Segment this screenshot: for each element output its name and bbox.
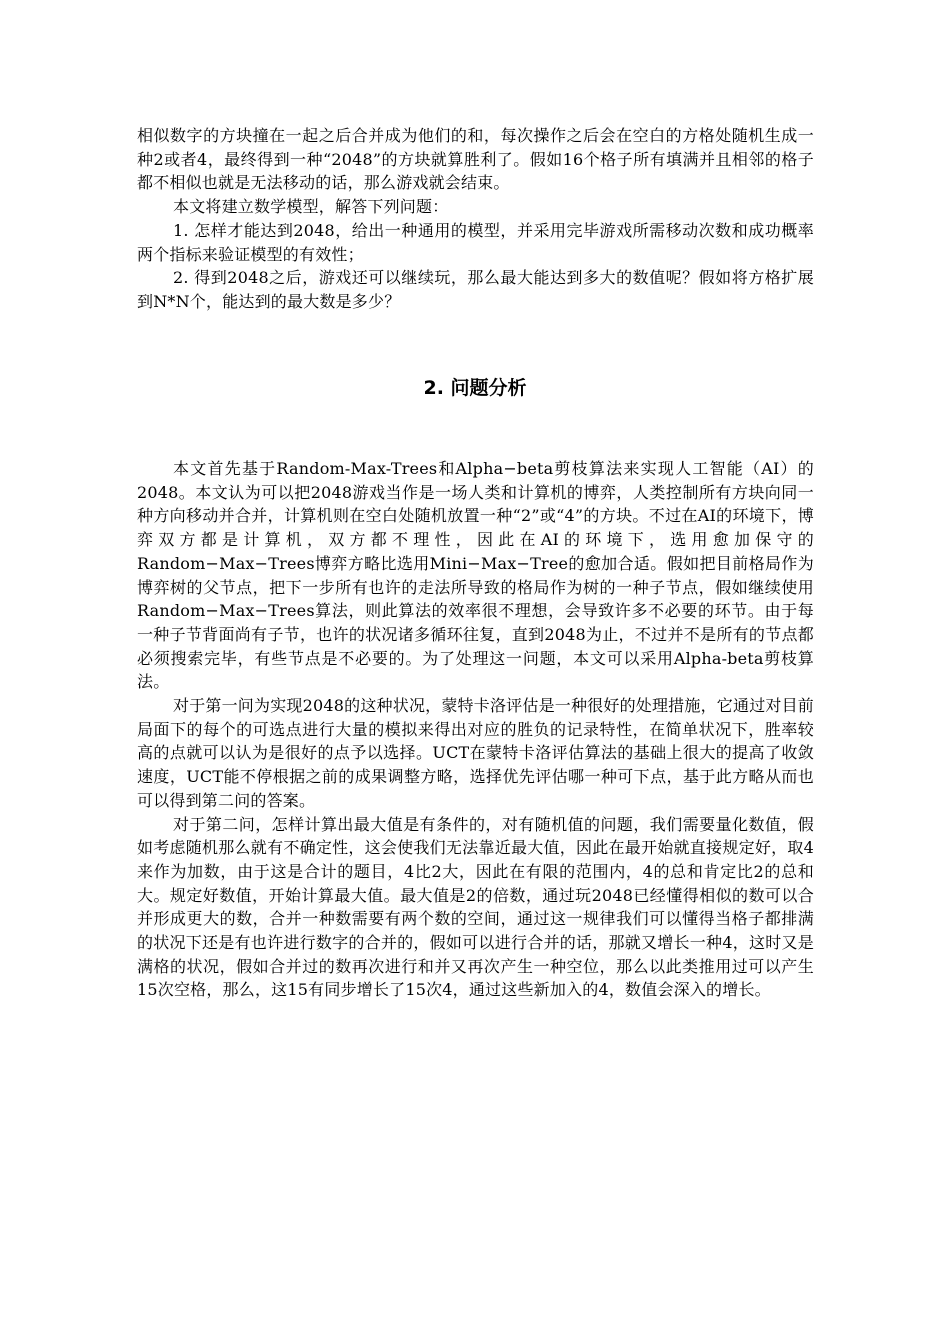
section-heading: 2. 问题分析 [423,377,527,399]
analysis-paragraph-3: 对于第二问，怎样计算出最大值是有条件的，对有随机值的问题，我们需要量化数值，假如考虑随机那么就有不确定性，这会使我们无法靠近最大值，因此在最开始就直接规定好，取4来作为加数，由于这是合计的题目，4比2大，因此在有限的范围内，4的总和肯定比2的总和大。规定好数值，开始计算最大值。最大值是2的倍数，通过玩2048已经懂得相似的数可以合并形成更大的数，合并一种数需要有两个数的空间，通过这一规律我们可以懂得当格子都排满的状况下还是有也许进行数字的合并的，假如可以进行合并的话，那就又增长一种4，这时又是满格的状况，假如合并过的数再次进行和并又再次产生一种空位，那么以此类推用过可以产生15次空格，那么，这15有同步增长了15次4，通过这些新加入的4，数值会深入的增长。 [137,814,814,1000]
intro-paragraph-continuation: 相似数字的方块撞在一起之后合并成为他们的和，每次操作之后会在空白的方格处随机生成一种2或者4，最终得到一种“2048”的方块就算胜利了。假如16个格子所有填满并且相邻的格子都不相似也就是无法移动的话，那么游戏就会结束。 [137,126,814,193]
analysis-paragraph-1: 本文首先基于Random-Max-Trees和Alpha−beta剪枝算法来实现人工智能（AI）的2048。本文认为可以把2048游戏当作是一场人类和计算机的博弈，人类控制所有方块向同一种方向移动并合并，计算机则在空白处随机放置一种“2”或“4”的方块。不过在AI的环境下，博弈双方都是计算机，双方都不理性，因此在AI的环境下，选用愈加保守的Random−Max−Trees博弈方略比选用Mini−Max−Tree的愈加合适。假如把目前格局作为博弈树的父节点，把下一步所有也许的走法所导致的格局作为树的一种子节点，假如继续使用Random−Max−Trees算法，则此算法的效率很不理想，会导致许多不必要的环节。由于每一种子节背面尚有子节，也许的状况诸多循环往复，直到2048为止，不过并不是所有的节点都必须搜索完毕，有些节点是不必要的。为了处理这一问题，本文可以采用Alpha-beta剪枝算法。 [137,459,814,692]
question-item-1: 1. 怎样才能达到2048，给出一种通用的模型，并采用完毕游戏所需移动次数和成功概率两个指标来验证模型的有效性； [137,220,814,264]
intro-section [137,124,814,314]
question-item-2: 2. 得到2048之后，游戏还可以继续玩，那么最大能达到多大的数值呢？假如将方格扩展到N*N个，能达到的最大数是多少？ [137,268,814,311]
intro-paragraph-questions-lead: 本文将建立数学模型，解答下列问题： [173,197,449,217]
analysis-paragraph-2: 对于第一问为实现2048的这种状况，蒙特卡洛评估是一种很好的处理措施，它通过对目前局面下的每个的可选点进行大量的模拟来得出对应的胜负的记录特性，在简单状况下，胜率较高的点就可以认为是很好的点予以选择。UCT在蒙特卡洛评估算法的基础上很大的提高了收敛速度，UCT能不停根据之前的成果调整方略，选择优先评估哪一种可下点，基于此方略从而也可以得到第二问的答案。 [137,696,814,810]
analysis-section [137,457,814,1002]
